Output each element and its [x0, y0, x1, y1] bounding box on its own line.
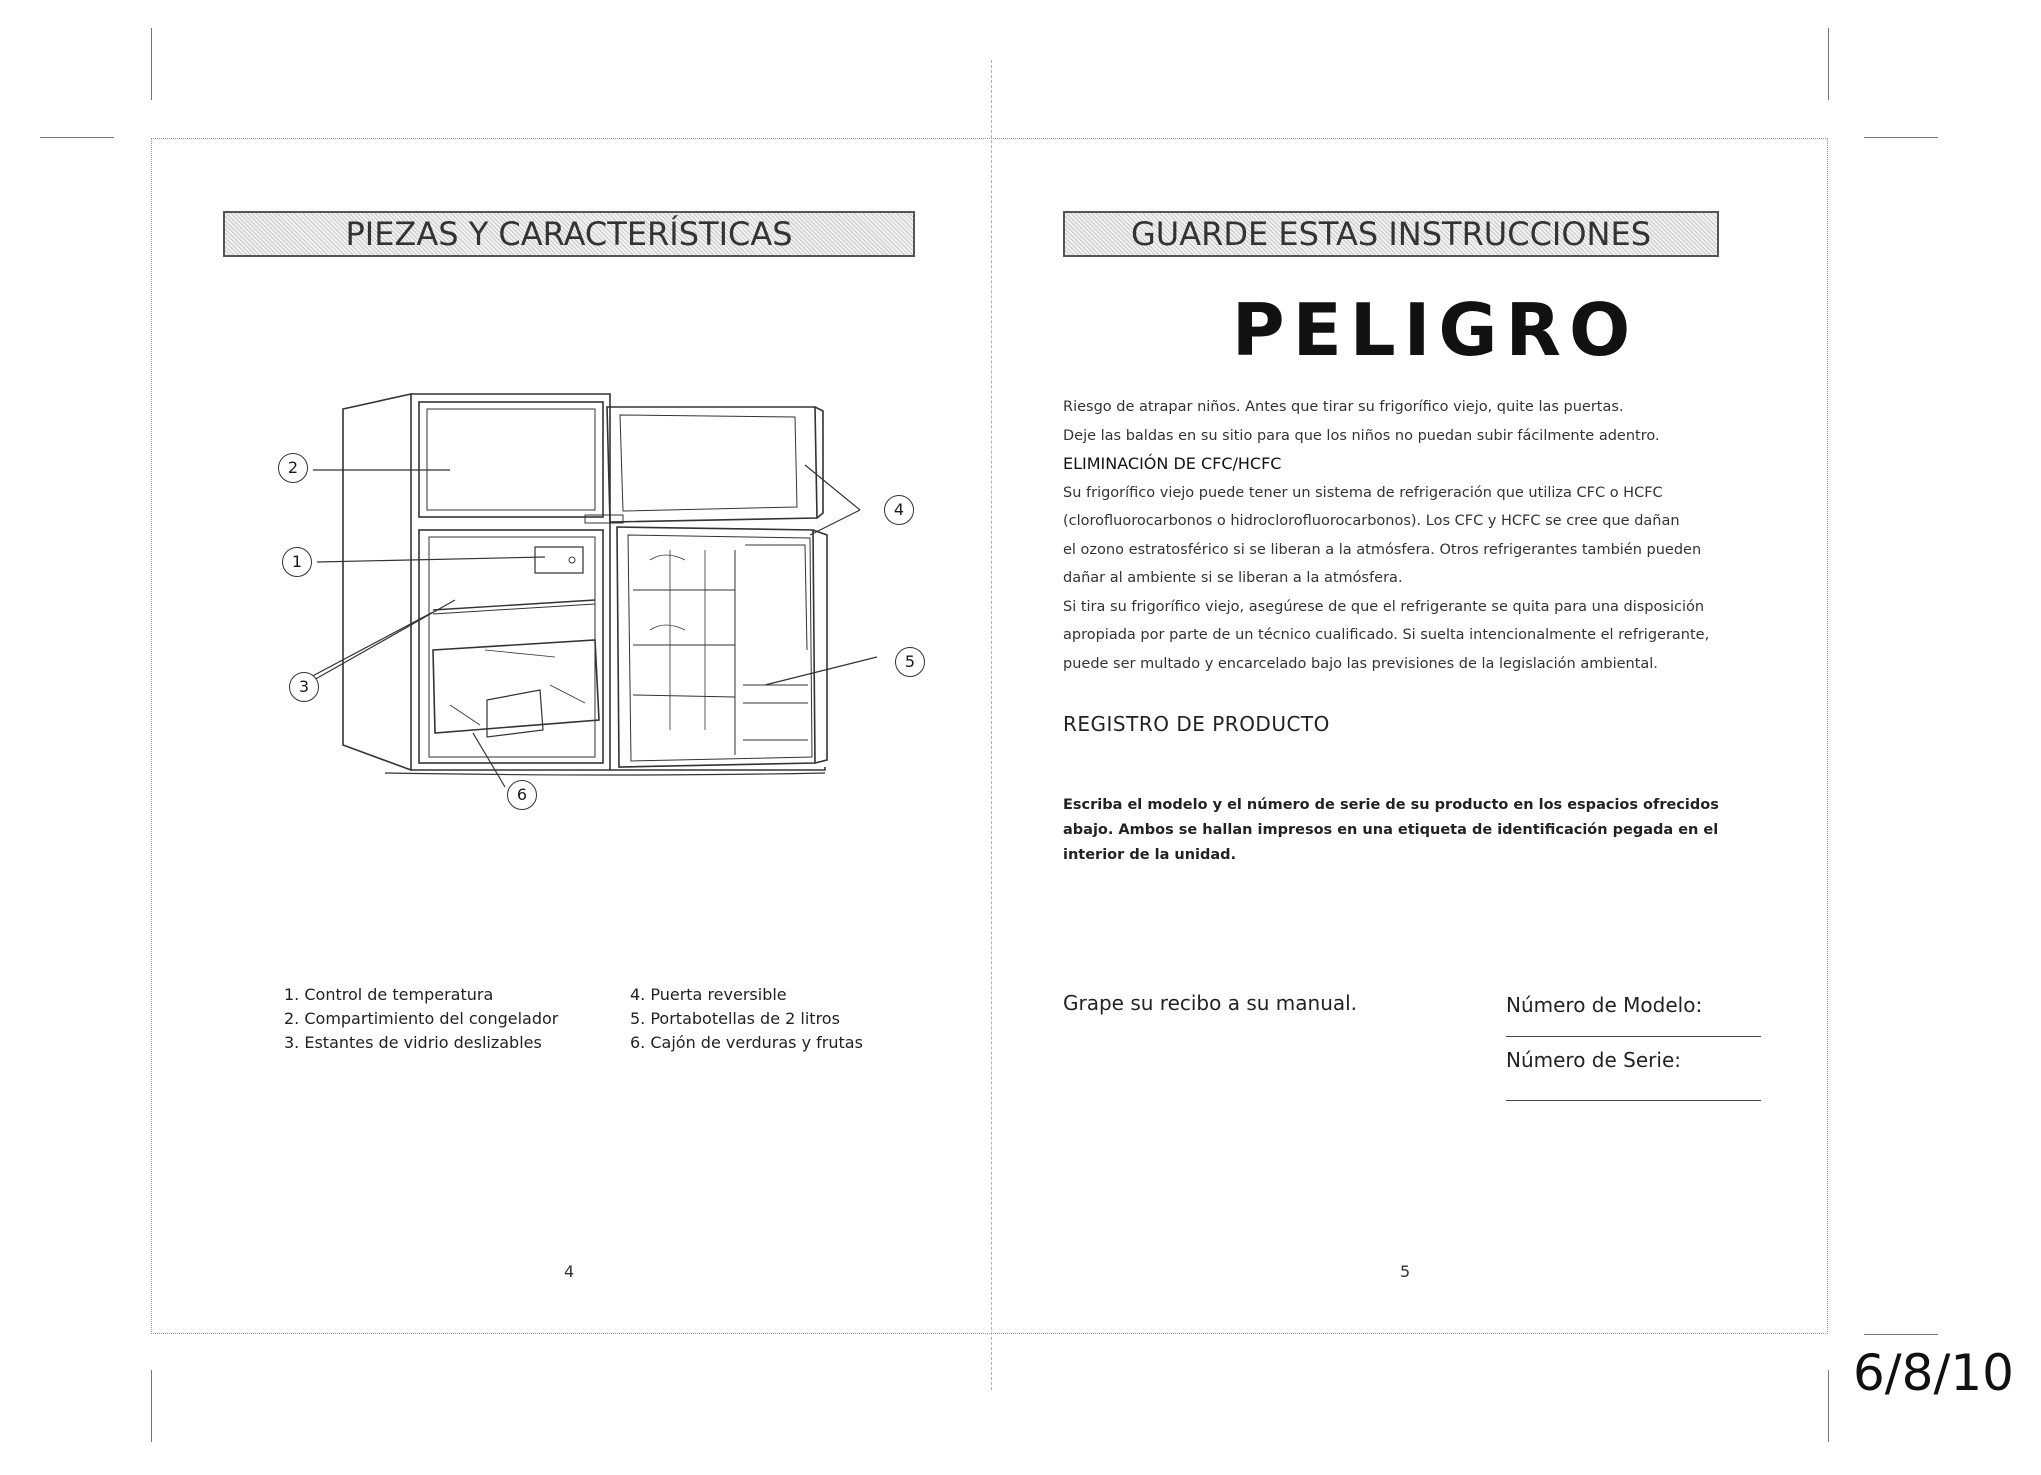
cfc-heading: ELIMINACIÓN DE CFC/HCFC	[1063, 454, 1282, 473]
crop-mark	[1828, 28, 1829, 100]
model-number-label: Número de Modelo:	[1506, 993, 1703, 1017]
parts-list-left	[284, 983, 558, 1055]
callout-3: 3	[289, 672, 319, 702]
registration-text	[1063, 793, 1719, 868]
text-line: Si tira su frigorífico viejo, asegúrese de que el refrigerante se quita para una disposición	[1063, 598, 1705, 615]
part-item: 4. Puerta reversible	[630, 985, 787, 1004]
part-item: 5. Portabotellas de 2 litros	[630, 1009, 840, 1028]
text-line: apropiada por parte de un técnico cualificado. Si suelta intencionalmente el refrigerante,	[1063, 627, 1710, 643]
serial-number-label: Número de Serie:	[1506, 1048, 1681, 1072]
page-number-right: 5	[1400, 1262, 1411, 1281]
refrigerator-diagram	[265, 385, 945, 815]
callout-2: 2	[278, 453, 308, 483]
text-line: abajo. Ambos se hallan impresos en una etiqueta de identificación pegada en el	[1063, 822, 1719, 838]
text-line: Riesgo de atrapar niños. Antes que tirar su frigorífico viejo, quite las puertas.	[1063, 399, 1624, 415]
crop-mark	[1864, 137, 1938, 138]
model-number-line	[1506, 1036, 1761, 1037]
part-item: 1. Control de temperatura	[284, 985, 494, 1004]
date-stamp: 6/8/10	[1853, 1344, 2014, 1402]
text-line: el ozono estratosférico si se liberan a la atmósfera. Otros refrigerantes también pueden	[1063, 541, 1702, 558]
text-line: (clorofluorocarbonos o hidroclorofluorocarbonos). Los CFC y HCFC se cree que dañan	[1063, 513, 1680, 529]
parts-list-right	[630, 983, 863, 1055]
danger-text	[1063, 393, 1723, 678]
serial-number-line	[1506, 1100, 1761, 1101]
parts-header-banner	[223, 211, 915, 257]
crop-mark	[151, 28, 152, 100]
text-line: puede ser multado y encarcelado bajo las previsiones de la legislación ambiental.	[1063, 655, 1658, 672]
text-line: Deje las baldas en su sitio para que los niños no puedan subir fácilmente adentro.	[1063, 427, 1660, 444]
staple-note: Grape su recibo a su manual.	[1063, 991, 1358, 1015]
crop-mark	[40, 137, 114, 138]
text-line: Su frigorífico viejo puede tener un sistema de refrigeración que utiliza CFC o HCFC	[1063, 484, 1663, 501]
parts-header: PIEZAS Y CARACTERÍSTICAS	[345, 215, 793, 253]
text-line: Escriba el modelo y el número de serie de su producto en los espacios ofrecidos	[1063, 797, 1719, 813]
callout-6: 6	[507, 780, 537, 810]
text-line: interior de la unidad.	[1063, 847, 1237, 863]
callout-4: 4	[884, 495, 914, 525]
text-line: dañar al ambiente si se liberan a la atmósfera.	[1063, 570, 1403, 586]
crop-mark	[1864, 1334, 1938, 1335]
callout-1: 1	[282, 547, 312, 577]
crop-mark	[1828, 1370, 1829, 1442]
page-number-left: 4	[564, 1262, 575, 1281]
registration-title: REGISTRO DE PRODUCTO	[1063, 712, 1330, 736]
fold-line	[991, 60, 992, 1390]
part-item: 6. Cajón de verduras y frutas	[630, 1033, 863, 1052]
part-item: 3. Estantes de vidrio deslizables	[284, 1033, 542, 1052]
danger-title: PELIGRO	[1231, 288, 1639, 372]
callout-5: 5	[895, 647, 925, 677]
crop-mark	[151, 1370, 152, 1442]
instructions-header-banner	[1063, 211, 1719, 257]
instructions-header: GUARDE ESTAS INSTRUCCIONES	[1130, 215, 1651, 253]
part-item: 2. Compartimiento del congelador	[284, 1009, 559, 1028]
